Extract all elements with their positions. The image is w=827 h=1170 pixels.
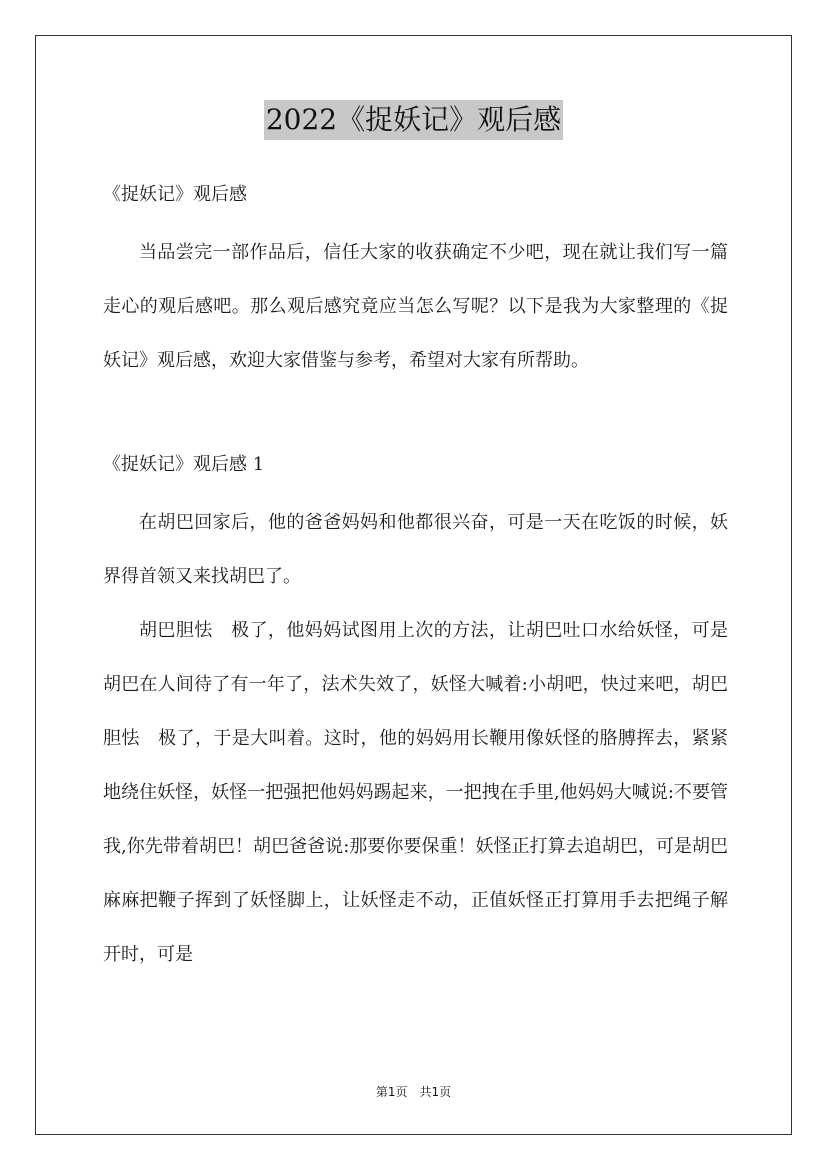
page-total: 共1页 (419, 1085, 452, 1099)
intro-heading: 《捉妖记》观后感 (103, 184, 247, 205)
section-paragraph-2: 胡巴胆怯 极了，他妈妈试图用上次的方法，让胡巴吐口水给妖怪，可是胡巴在人间待了有一年了，法术失效了，妖怪大喊着:小胡吧，快过来吧，胡巴胆怯 极了，于是大叫着。这时，他的妈妈用长鞭用像妖怪的胳膊挥去，紧紧地绕住妖怪，妖怪一把强把他妈妈踢起来，一把拽在手里,他妈妈大喊说:不要管我,你先带着胡巴！胡巴爸爸说:那要你要保重！妖怪正打算去追胡巴，可是胡巴麻麻把鞭子挥到了妖怪脚上，让妖怪走不动，正值妖怪正打算用手去把绳子解开时，可是 (103, 620, 728, 965)
spacer (103, 388, 728, 446)
document-title: 2022《捉妖记》观后感 (264, 100, 563, 140)
spacer (103, 484, 728, 496)
spacer (103, 214, 728, 226)
section-paragraph-1: 在胡巴回家后，他的爸爸妈妈和他都很兴奋，可是一天在吃饭的时候，妖界得首领又来找胡巴了。 (103, 512, 728, 587)
document-body (103, 176, 728, 982)
section-heading: 《捉妖记》观后感 1 (103, 454, 265, 475)
page-footer (0, 1083, 827, 1101)
intro-paragraph: 当品尝完一部作品后，信任大家的收获确定不少吧，现在就让我们写一篇走心的观后感吧。那么观后感究竟应当怎么写呢？以下是我为大家整理的《捉妖记》观后感，欢迎大家借鉴与参考，希望对大家有所帮助。 (103, 242, 728, 371)
title-wrap (0, 100, 827, 140)
page-number: 第1页 (375, 1085, 408, 1099)
